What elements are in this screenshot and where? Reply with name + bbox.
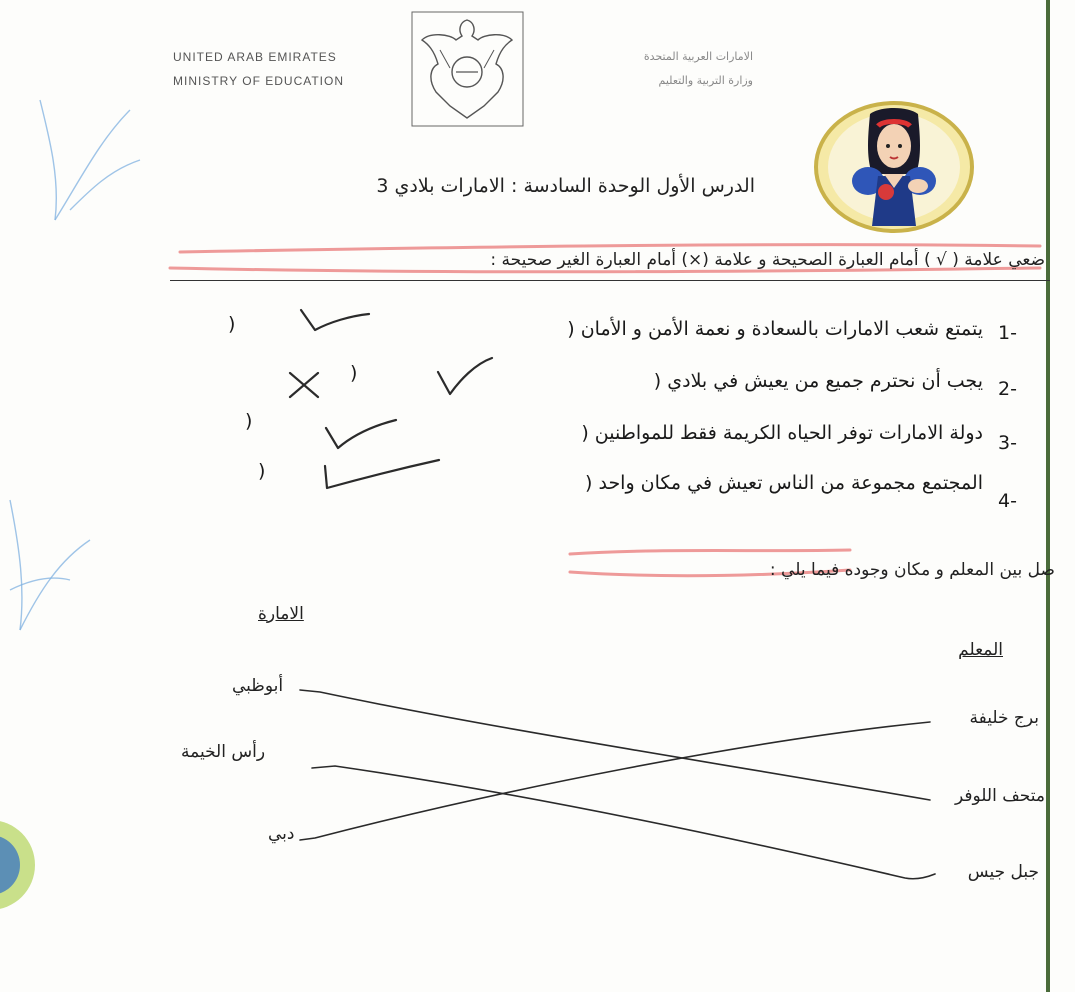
col-emirate-header: الامارة [258, 604, 304, 624]
header-ar-line2: وزارة التربية والتعليم [658, 74, 753, 87]
statement-2-number: 2- [998, 378, 1017, 400]
section1-instruction: ضعي علامة ( √ ) أمام العبارة الصحيحة و علامة (×) أمام العبارة الغير صحيحة : [490, 250, 1045, 270]
statement-3-number: 3- [998, 432, 1017, 454]
landmark-burjkhalifa: برج خليفة [969, 708, 1039, 728]
statement-2-text: يجب أن نحترم جميع من يعيش في بلادي ( [653, 370, 983, 392]
landmark-jebeljais: جبل جيس [967, 862, 1039, 882]
section2-instruction: صل بين المعلم و مكان وجوده فيما يلي : [769, 560, 1055, 580]
statement-4-text: المجتمع مجموعة من الناس تعيش في مكان واحد ( [585, 472, 983, 494]
header-en-line2: MINISTRY OF EDUCATION [173, 74, 345, 88]
emirate-abudhabi: أبوظبي [232, 676, 284, 696]
col-landmark-header: المعلم [958, 640, 1003, 660]
emirate-dubai: دبي [268, 824, 295, 844]
landmark-louvre: متحف اللوفر [954, 786, 1045, 806]
statement-2-close: ) [350, 362, 358, 384]
statement-4-close: ) [258, 460, 266, 482]
header-en-line1: UNITED ARAB EMIRATES [173, 50, 337, 64]
statement-1-text: يتمتع شعب الامارات بالسعادة و نعمة الأمن و الأمان ( [567, 318, 983, 340]
header-ar-line1: الامارات العربية المتحدة [643, 50, 753, 63]
statement-3-text: دولة الامارات توفر الحياه الكريمة فقط للمواطنين ( [581, 422, 983, 444]
statement-3-close: ) [245, 410, 253, 432]
statement-4-number: 4- [998, 490, 1017, 512]
statement-1-number: 1- [998, 322, 1017, 344]
emirate-rasalkhaimah: رأس الخيمة [181, 742, 266, 762]
statement-1-close: ) [228, 313, 236, 335]
lesson-title: الدرس الأول الوحدة السادسة : الامارات بلادي 3 [376, 175, 755, 197]
